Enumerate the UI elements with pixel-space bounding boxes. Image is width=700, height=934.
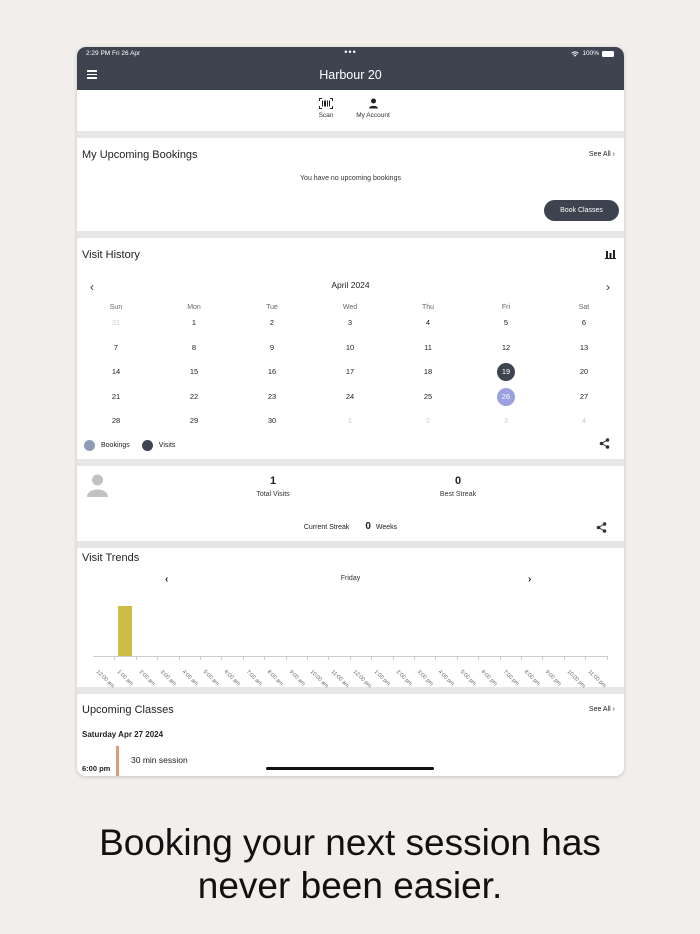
- x-axis-tick: [435, 656, 436, 660]
- calendar-day-number: 13: [579, 342, 589, 352]
- calendar-day-number: 23: [267, 391, 277, 401]
- bookings-legend-dot: [84, 440, 95, 451]
- share-icon[interactable]: [599, 438, 610, 449]
- calendar-day[interactable]: [564, 363, 604, 381]
- weekday-header: Mon: [187, 304, 201, 311]
- calendar-day-number: 19: [497, 363, 515, 381]
- calendar-day[interactable]: [96, 388, 136, 406]
- next-day-chevron-icon[interactable]: ›: [528, 574, 532, 585]
- x-axis-tick-label: 6:00 am: [223, 669, 242, 688]
- x-axis-tick: [521, 656, 522, 660]
- calendar-day-number: 24: [345, 391, 355, 401]
- x-axis-tick-label: 3:00 pm: [415, 669, 435, 688]
- multitask-dots-icon[interactable]: •••: [344, 47, 357, 57]
- calendar-day-number: 25: [423, 391, 433, 401]
- x-axis-tick-label: 4:00 am: [180, 669, 199, 688]
- ipad-screen: [77, 47, 624, 776]
- weekday-header: Sun: [109, 304, 123, 311]
- calendar-day[interactable]: [564, 388, 604, 406]
- x-axis-tick-label: 2:00 pm: [394, 669, 413, 688]
- share-stats-icon[interactable]: [596, 522, 607, 533]
- my-account-button[interactable]: [353, 98, 393, 119]
- weekday-header: Sat: [578, 304, 590, 311]
- best-streak-label: Best Streak: [439, 491, 477, 498]
- visit-trends-card: [77, 548, 624, 690]
- x-axis-tick-label: 8:00 pm: [522, 669, 542, 688]
- calendar-day[interactable]: [330, 388, 370, 406]
- x-axis-tick: [607, 656, 608, 660]
- class-time: 6:00 pm: [82, 764, 111, 773]
- chevron-right-icon: ›: [612, 151, 615, 158]
- x-axis-tick-label: 7:00 am: [244, 669, 263, 688]
- calendar-day-number: 1: [191, 318, 197, 327]
- calendar-day-number: 7: [113, 342, 119, 352]
- calendar-day-number: 2: [425, 416, 431, 425]
- avatar-placeholder-icon: [87, 474, 108, 497]
- calendar-day-number: 30: [267, 416, 277, 425]
- x-axis-tick-label: 4:00 pm: [437, 669, 456, 688]
- x-axis-tick-label: 11:00 pm: [586, 669, 608, 690]
- current-streak-row: [77, 521, 624, 532]
- calendar-day-number: 14: [111, 367, 121, 376]
- trend-day-label: Friday: [340, 575, 361, 582]
- calendar-day[interactable]: [174, 339, 214, 357]
- calendar-day[interactable]: [174, 388, 214, 406]
- calendar-day[interactable]: [252, 339, 292, 357]
- chevron-right-icon: ›: [612, 706, 615, 713]
- app-bar: [77, 61, 624, 90]
- see-all-label: See All: [588, 151, 611, 158]
- calendar-day[interactable]: [486, 412, 526, 430]
- page-title: Harbour 20: [319, 68, 382, 82]
- x-axis-tick-label: 10:00 pm: [565, 669, 587, 690]
- visit-trends-title: Visit Trends: [82, 552, 140, 564]
- x-axis-tick-label: 5:00 am: [201, 669, 221, 688]
- upcoming-classes-title: Upcoming Classes: [82, 704, 174, 716]
- battery-icon: [602, 51, 614, 57]
- calendar-day[interactable]: [330, 339, 370, 357]
- calendar-day-number: 17: [345, 367, 355, 376]
- calendar-day[interactable]: [486, 314, 526, 332]
- chart-bar: [118, 606, 131, 656]
- calendar-day[interactable]: [330, 412, 370, 430]
- calendar-day[interactable]: [96, 412, 136, 430]
- x-axis-tick: [564, 656, 565, 660]
- upcoming-classes-card: [77, 694, 624, 776]
- current-streak-value: 0: [365, 521, 371, 532]
- shortcuts-bar: [77, 90, 624, 131]
- calendar-legend: [84, 440, 175, 451]
- my-account-label: My Account: [356, 112, 390, 119]
- calendar-day-number: 8: [191, 342, 197, 352]
- bookings-see-all-link[interactable]: [589, 151, 615, 158]
- x-axis-tick-label: 5:00 pm: [458, 669, 477, 688]
- calendar-day-number: 4: [425, 318, 431, 327]
- class-color-bar: [116, 746, 119, 776]
- current-streak-label: Current Streak: [303, 524, 350, 531]
- bookings-empty-message: You have no upcoming bookings: [300, 175, 401, 182]
- see-all-label: See All: [588, 706, 611, 713]
- calendar-day-number: 1: [347, 416, 353, 425]
- calendar-day[interactable]: [564, 314, 604, 332]
- x-axis-tick: [328, 656, 329, 660]
- calendar-day-number: 3: [503, 416, 509, 425]
- visit-history-title: Visit History: [82, 249, 140, 261]
- calendar-day[interactable]: [408, 339, 448, 357]
- best-streak-value: 0: [454, 475, 462, 487]
- calendar-day-number: 9: [269, 342, 275, 352]
- calendar-day-number: 28: [111, 416, 121, 425]
- scan-label: Scan: [318, 112, 334, 119]
- calendar-day-number: 3: [347, 318, 353, 327]
- x-axis-tick: [542, 656, 543, 660]
- x-axis-tick-label: 3:00 am: [158, 669, 178, 688]
- calendar-day[interactable]: [408, 388, 448, 406]
- x-axis-tick: [200, 656, 201, 660]
- weekday-header: Tue: [266, 304, 278, 311]
- calendar-day[interactable]: [486, 388, 526, 406]
- calendar-day[interactable]: [486, 363, 526, 381]
- calendar-month-label: April 2024: [331, 280, 370, 290]
- classes-see-all-link[interactable]: [589, 706, 615, 713]
- x-axis-tick-label: 10:00 am: [308, 669, 330, 690]
- best-streak-stat: [418, 475, 498, 498]
- x-axis-tick: [157, 656, 158, 660]
- x-axis-tick-label: 9:00 pm: [544, 669, 563, 688]
- calendar-day[interactable]: [564, 412, 604, 430]
- calendar-day-number: 16: [267, 367, 277, 376]
- calendar-day[interactable]: [174, 314, 214, 332]
- x-axis-tick: [371, 656, 372, 660]
- calendar-day-number: 21: [111, 391, 121, 401]
- calendar-day[interactable]: [564, 339, 604, 357]
- person-icon: [368, 98, 379, 109]
- bar-chart-icon[interactable]: [605, 249, 616, 259]
- x-axis-tick: [136, 656, 137, 660]
- calendar-day-number: 6: [581, 318, 587, 327]
- calendar-day-number: 5: [503, 318, 509, 327]
- x-axis-tick: [307, 656, 308, 660]
- x-axis-tick: [179, 656, 180, 660]
- calendar-day-number: 27: [579, 391, 589, 401]
- x-axis-tick-label: 2:00 am: [137, 669, 156, 688]
- calendar-day-number: 26: [497, 388, 515, 406]
- calendar-day[interactable]: [330, 363, 370, 381]
- calendar-day[interactable]: [174, 412, 214, 430]
- x-axis-tick-label: 12:00 am: [94, 669, 116, 690]
- x-axis-tick: [457, 656, 458, 660]
- visit-stats-card: [77, 466, 624, 541]
- scan-button[interactable]: [306, 98, 346, 119]
- status-time: 2:29 PM Fri 26 Apr: [86, 50, 141, 57]
- x-axis-tick-label: 8:00 am: [265, 669, 285, 688]
- current-streak-unit: Weeks: [375, 524, 398, 531]
- x-axis-tick: [350, 656, 351, 660]
- calendar-day[interactable]: [408, 363, 448, 381]
- total-visits-stat: [233, 475, 313, 498]
- calendar-day-number: 15: [189, 367, 199, 376]
- x-axis-tick: [264, 656, 265, 660]
- x-axis-tick: [500, 656, 501, 660]
- barcode-scan-icon: [319, 98, 333, 109]
- caption-line-1: Booking your next session has: [99, 822, 601, 863]
- visit-history-card: [77, 238, 624, 459]
- previous-month-chevron-icon[interactable]: ‹: [90, 280, 94, 294]
- weekday-header: Wed: [342, 304, 358, 311]
- total-visits-value: 1: [269, 475, 277, 487]
- x-axis-tick-label: 11:00 am: [330, 669, 351, 690]
- status-right: [571, 50, 614, 57]
- calendar-day[interactable]: [330, 314, 370, 332]
- x-axis-tick-label: 1:00 pm: [372, 669, 392, 688]
- battery-percentage: 100%: [582, 50, 599, 57]
- bookings-title: My Upcoming Bookings: [82, 149, 198, 161]
- x-axis-tick-label: 12:00 pm: [351, 669, 373, 690]
- class-list-item[interactable]: 30 min session: [131, 755, 188, 765]
- calendar-day[interactable]: [252, 412, 292, 430]
- calendar-day-number: 10: [345, 342, 355, 352]
- calendar-day[interactable]: [408, 412, 448, 430]
- calendar-day[interactable]: [408, 314, 448, 332]
- previous-day-chevron-icon[interactable]: ‹: [165, 574, 169, 585]
- calendar-day-number: 29: [189, 416, 199, 425]
- visits-legend-dot: [142, 440, 153, 451]
- x-axis-tick: [393, 656, 394, 660]
- next-month-chevron-icon[interactable]: ›: [606, 280, 610, 294]
- calendar-day-number: 22: [189, 391, 199, 401]
- calendar-day-number: 4: [581, 416, 587, 425]
- x-axis-tick: [221, 656, 222, 660]
- x-axis-tick: [414, 656, 415, 660]
- x-axis-tick-label: 9:00 am: [287, 669, 306, 688]
- x-axis-tick: [286, 656, 287, 660]
- calendar-day-number: 18: [423, 367, 433, 376]
- calendar-day-number: 2: [269, 318, 275, 327]
- calendar-day-number: 11: [424, 342, 432, 352]
- calendar-day[interactable]: [96, 363, 136, 381]
- calendar-day-number: 31: [111, 318, 121, 327]
- calendar-day-number: 12: [501, 342, 511, 352]
- marketing-caption: [0, 821, 700, 907]
- calendar-day[interactable]: [252, 388, 292, 406]
- x-axis-tick: [585, 656, 586, 660]
- weekday-header: Fri: [501, 304, 511, 311]
- status-bar: [77, 47, 624, 61]
- calendar-day[interactable]: [174, 363, 214, 381]
- x-axis-tick: [243, 656, 244, 660]
- calendar-day[interactable]: [252, 363, 292, 381]
- x-axis-tick-label: 1:00 am: [116, 669, 135, 688]
- home-indicator[interactable]: [266, 767, 434, 770]
- x-axis-tick: [478, 656, 479, 660]
- total-visits-label: Total Visits: [256, 491, 290, 498]
- x-axis-tick: [114, 656, 115, 660]
- visits-legend-label: Visits: [158, 442, 176, 449]
- calendar-day[interactable]: [96, 314, 136, 332]
- calendar-day[interactable]: [486, 339, 526, 357]
- weekday-header: Thu: [421, 304, 435, 311]
- calendar-day-number: 20: [579, 367, 589, 376]
- calendar-day[interactable]: [96, 339, 136, 357]
- x-axis-tick-label: 7:00 pm: [501, 669, 520, 688]
- class-date-heading: Saturday Apr 27 2024: [82, 730, 164, 739]
- wifi-icon: [571, 51, 579, 57]
- bookings-legend-label: Bookings: [101, 442, 130, 449]
- calendar-day[interactable]: [252, 314, 292, 332]
- upcoming-bookings-card: [77, 138, 624, 231]
- x-axis-tick-label: 6:00 pm: [479, 669, 499, 688]
- book-classes-button[interactable]: Book Classes: [544, 200, 619, 221]
- caption-line-2: never been easier.: [197, 865, 503, 906]
